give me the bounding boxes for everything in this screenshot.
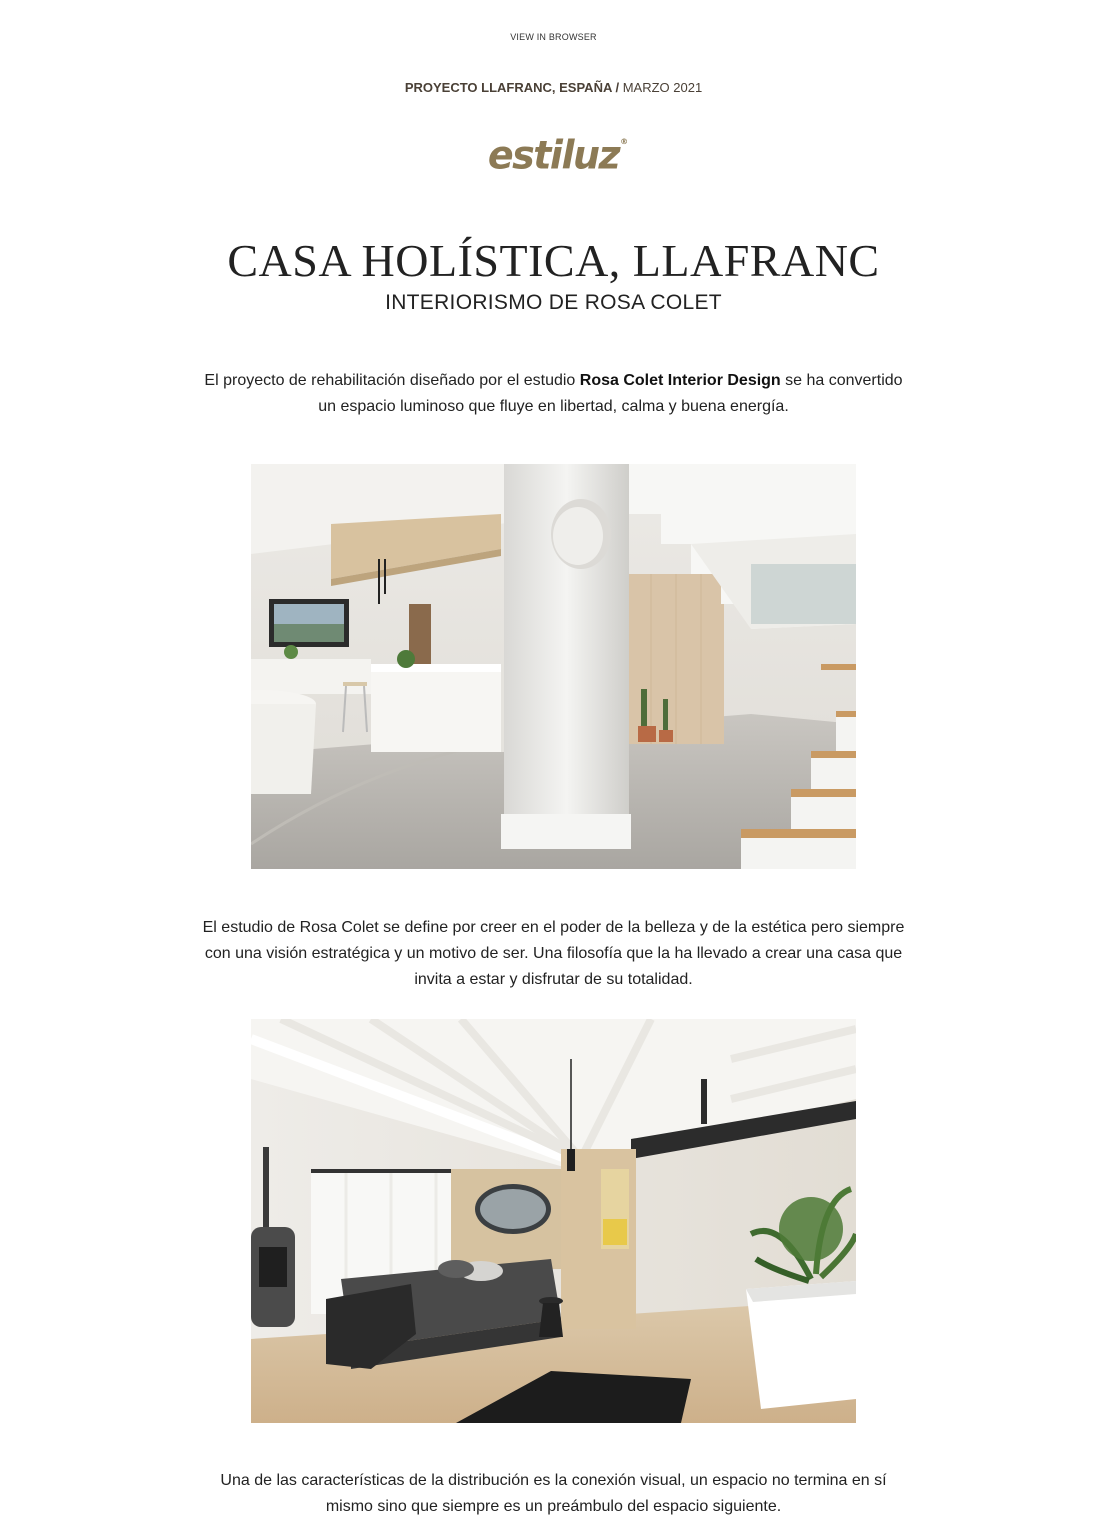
registered-mark: ® (620, 136, 629, 146)
page-title: CASA HOLÍSTICA, LLAFRANC (227, 235, 880, 286)
project-date: MARZO 2021 (619, 80, 703, 95)
distribution-paragraph: Una de las características de la distribución es la conexión visual, un espacio no termina en sí mismo sino que siempre es un preámbulo del espacio siguiente. (220, 1472, 887, 1515)
kitchen-photo-illustration (251, 464, 856, 869)
project-location: PROYECTO LLAFRANC, ESPAÑA / (404, 80, 620, 95)
bedroom-interior-photo[interactable] (251, 1019, 856, 1423)
estiluz-logo[interactable] (0, 133, 1107, 177)
bedroom-photo-illustration (251, 1019, 856, 1423)
studio-paragraph: El estudio de Rosa Colet se define por creer en el poder de la belleza y de la estética pero siempre con una visión estratégica y un motivo de ser. Una filosofía que la ha llevado a crear una casa que invita a estar y disfrutar de su totalidad. (202, 919, 905, 988)
view-in-browser-link[interactable]: VIEW IN BROWSER (510, 32, 597, 42)
kitchen-interior-photo[interactable] (251, 464, 856, 869)
studio-name: Rosa Colet Interior Design (579, 372, 781, 389)
page-subtitle: INTERIORISMO DE ROSA COLET (385, 291, 722, 314)
logo-wordmark: estiluz ® (487, 132, 629, 178)
intro-paragraph: El proyecto de rehabilitación diseñado por el estudio Rosa Colet Interior Design se ha convertido un espacio luminoso que fluye en libertad, calma y buena energía. (204, 372, 903, 415)
project-line (0, 80, 1107, 95)
